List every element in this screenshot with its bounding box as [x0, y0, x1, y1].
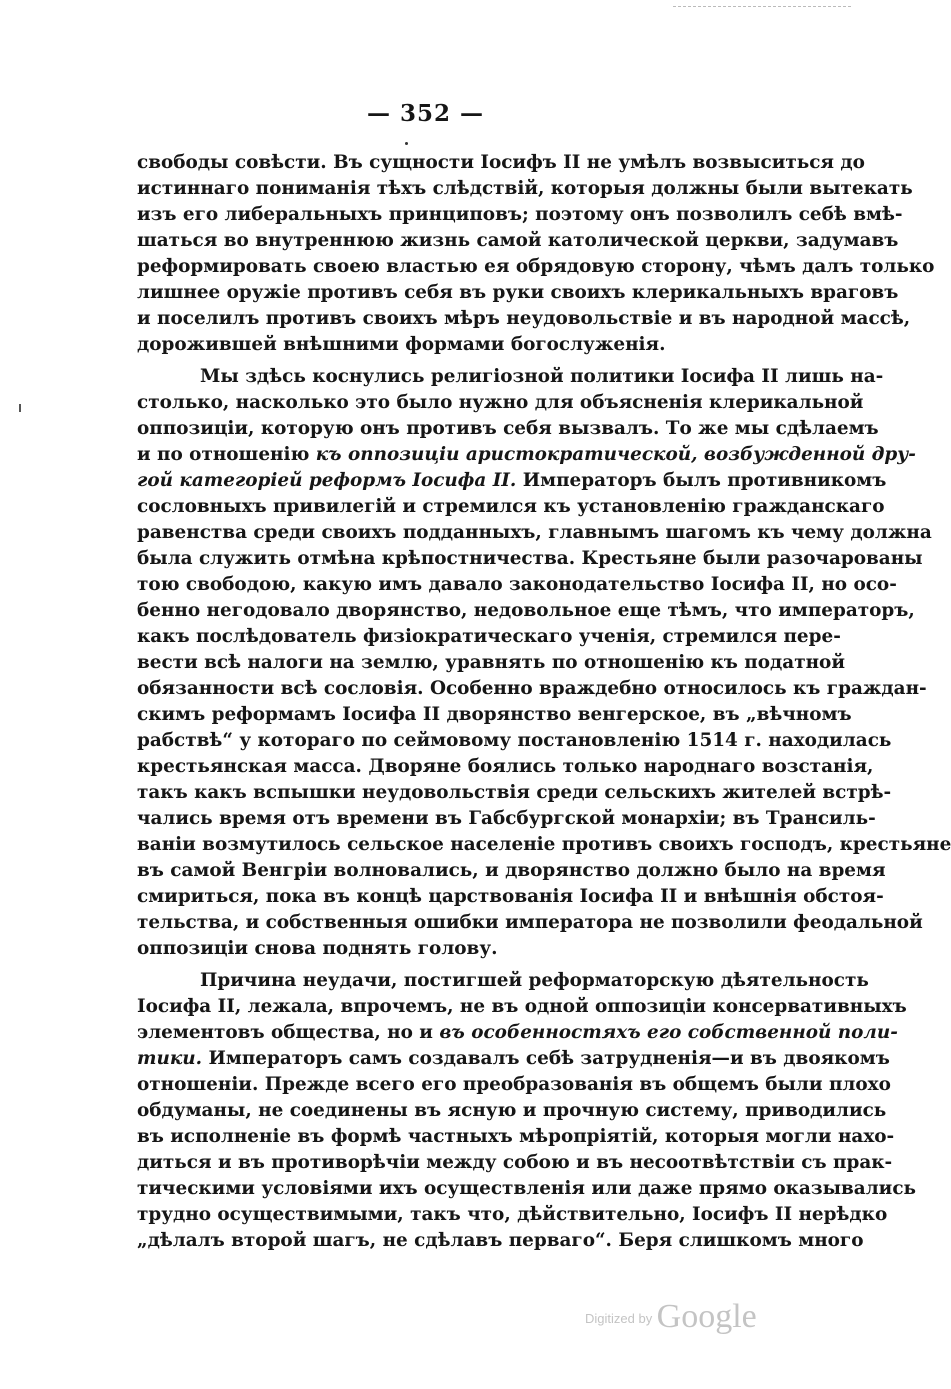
digitized-by-google-watermark	[585, 1298, 757, 1336]
text-line: бенно негодовало дворянство, недовольное еще тѣмъ, что императоръ,	[137, 600, 915, 621]
text-line: реформировать своею властью ея обрядовую сторону, чѣмъ далъ только	[137, 256, 935, 277]
text-line: въ исполненіе въ формѣ частныхъ мѣропріятій, которыя могли нахо-	[137, 1126, 895, 1147]
italic-emphasis: гой категоріей реформъ Іосифа II.	[137, 470, 517, 491]
text-line: трудно осуществимыми, такъ что, дѣйствительно, Іосифъ II нерѣдко	[137, 1204, 888, 1225]
text-line	[137, 1020, 898, 1046]
text-line	[137, 468, 887, 494]
paragraph-first-line: Причина неудачи, постигшей реформаторскую дѣятельность	[200, 970, 869, 991]
text-line: была служить отмѣна крѣпостничества. Крестьяне были разочарованы	[137, 548, 923, 569]
text-run: Императоръ самъ создавалъ себѣ затрудненія—и въ двоякомъ	[202, 1048, 890, 1069]
text-run: Императоръ былъ противникомъ	[516, 470, 887, 491]
text-line: такъ какъ вспышки неудовольствія среди сельскихъ жителей встрѣ-	[137, 782, 892, 803]
text-line: ваніи возмутилось сельское населеніе противъ своихъ господъ, крестьяне	[137, 834, 951, 855]
text-line: обязанности всѣ сословія. Особенно враждебно относилось къ граждан-	[137, 678, 927, 699]
italic-emphasis: тики.	[137, 1048, 203, 1069]
margin-mark	[19, 404, 21, 412]
text-line: истиннаго пониманія тѣхъ слѣдствій, которыя должны были вытекать	[137, 178, 913, 199]
text-line: смириться, пока въ концѣ царствованія Іосифа II и внѣшнія обстоя-	[137, 886, 884, 907]
text-line: скимъ реформамъ Іосифа II дворянство венгерское, въ „вѣчномъ	[137, 704, 852, 725]
text-line: какъ послѣдователь физіократическаго ученія, стремился пере-	[137, 626, 841, 647]
paragraph-end-line: оппозиціи снова поднять голову.	[137, 938, 498, 959]
italic-emphasis: къ оппозиціи аристократической, возбужденной дру-	[315, 444, 916, 465]
text-line: шаться во внутреннюю жизнь самой католической церкви, задумавъ	[137, 230, 899, 251]
text-line: чались время отъ времени въ Габсбургской монархіи; въ Трансиль-	[137, 808, 876, 829]
google-logo: Google	[656, 1298, 757, 1335]
text-line	[137, 442, 916, 468]
print-dot	[405, 142, 408, 145]
text-line: вести всѣ налоги на землю, уравнять по отношенію къ податной	[137, 652, 845, 673]
text-line: столько, насколько это было нужно для объясненія клерикальной	[137, 392, 864, 413]
text-line: изъ его либеральныхъ принциповъ; поэтому онъ позволилъ себѣ вмѣ-	[137, 204, 903, 225]
text-line: лишнее оружіе противъ себя въ руки своихъ клерикальныхъ враговъ	[137, 282, 899, 303]
text-line: „дѣлалъ второй шагъ, не сдѣлавъ перваго“. Беря слишкомъ много	[137, 1230, 864, 1251]
text-line: крестьянская масса. Дворяне боялись только народнаго возстанія,	[137, 756, 874, 777]
text-run: и по отношенію	[137, 444, 316, 465]
body-text	[137, 150, 951, 1254]
paragraph-end-line: дорожившей внѣшними формами богослуженія.	[137, 334, 666, 355]
text-line: въ самой Венгріи волновались, и дворянство должно было на время	[137, 860, 886, 881]
italic-emphasis: въ особенностяхъ его собственной поли-	[439, 1022, 898, 1043]
text-line: равенства среди своихъ подданныхъ, главнымъ шагомъ къ чему должна	[137, 522, 932, 543]
text-line: обдуманы, не соединены въ ясную и прочную систему, приводились	[137, 1100, 887, 1121]
text-line: тическими условіями ихъ осуществленія или даже прямо оказывались	[137, 1178, 916, 1199]
text-line: Іосифа II, лежала, впрочемъ, не въ одной оппозиціи консервативныхъ	[137, 996, 907, 1017]
text-line	[137, 1046, 890, 1072]
text-line: сословныхъ привилегій и стремился къ установленію гражданскаго	[137, 496, 885, 517]
text-line: оппозиціи, которую онъ противъ себя вызвалъ. То же мы сдѣлаемъ	[137, 418, 879, 439]
text-line: тою свободою, какую имъ давало законодательство Іосифа II, но осо-	[137, 574, 897, 595]
page-number: — 352 —	[366, 100, 485, 127]
text-line: рабствѣ“ у котораго по сеймовому постановленію 1514 г. находилась	[137, 730, 892, 751]
watermark-prefix: Digitized by	[585, 1311, 653, 1326]
text-line: тельства, и собственныя ошибки императора не позволили феодальной	[137, 912, 923, 933]
text-run: элементовъ общества, но и	[137, 1022, 440, 1043]
paragraph-first-line: Мы здѣсь коснулись религіозной политики Іосифа II лишь на-	[200, 366, 884, 387]
top-edge-mark	[673, 6, 851, 7]
text-line: отношеніи. Прежде всего его преобразованія въ общемъ были плохо	[137, 1074, 891, 1095]
text-line: диться и въ противорѣчіи между собою и въ несоотвѣтствіи съ прак-	[137, 1152, 893, 1173]
text-line: и поселилъ противъ своихъ мѣръ неудовольствіе и въ народной массѣ,	[137, 308, 911, 329]
text-line: свободы совѣсти. Въ сущности Іосифъ II не умѣлъ возвыситься до	[137, 152, 865, 173]
